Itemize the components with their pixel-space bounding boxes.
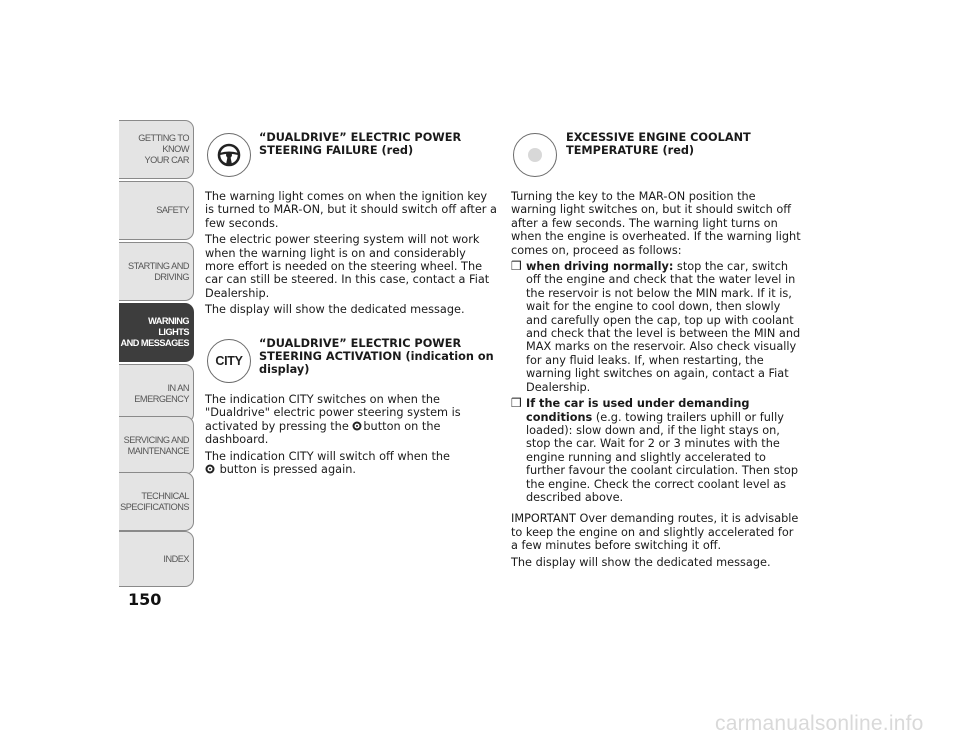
section-heading-coolant: EXCESSIVE ENGINE COOLANT TEMPERATURE (red): [566, 131, 751, 157]
tab-label: STARTING AND DRIVING: [127, 260, 189, 282]
bullet-text: (e.g. towing trailers uphill or fully loaded): slow down and, if the light stays on, stop the car. Wait for 2 or 3 minutes with the engine running and slightly accelerated to further favour the coolant circulation. Then stop the engine. Check the correct coolant level as described above.: [526, 410, 799, 504]
right-column: [511, 190, 801, 572]
text: The indication CITY will switch off when the: [205, 449, 451, 463]
tab-servicing[interactable]: [119, 416, 194, 475]
city-label: CITY: [215, 354, 243, 368]
tab-safety[interactable]: [119, 181, 194, 240]
paragraph: Turning the key to the MAR-ON position the warning light switches on, but it should switch off after a few seconds. The warning light turns on when the engine is overheated. If the warning light comes on, proceed as follows:: [511, 190, 801, 257]
paragraph: The display will show the dedicated message.: [205, 303, 465, 317]
steering-wheel-icon: [205, 464, 215, 474]
tab-warning-lights[interactable]: [119, 303, 194, 362]
bullet-text: stop the car, switch off the engine and check that the water level in the reservoir is not below the MIN mark. If it is, wait for the engine to cool down, then slowly and carefully open the cap, top up with coolant and check that the level is between the MIN and MAX marks on the reservoir. Also check visually for any fluid leaks. If, when restarting, the warning light switches on again, contact a Fiat Dealership.: [526, 260, 801, 394]
paragraph: The electric power steering system will not work when the warning light is on and considerably more effort is needed on the steering wheel. The car can still be steered. In this case, contact a Fiat Dealership.: [205, 233, 490, 300]
paragraph: The warning light comes on when the ignition key is turned to MAR-ON, but it should switch off after a few seconds.: [205, 190, 497, 230]
section-heading-steering-failure: “DUALDRIVE” ELECTRIC POWER STEERING FAILURE (red): [259, 131, 462, 157]
tab-emergency[interactable]: [119, 364, 194, 423]
steering-wheel-icon: [352, 421, 362, 431]
coolant-temperature-icon: [513, 133, 557, 177]
steering-wheel-icon: [207, 133, 251, 177]
paragraph: The display will show the dedicated message.: [511, 555, 771, 569]
tab-getting-to-know[interactable]: [119, 120, 194, 179]
watermark: carmanualsonline.info: [715, 712, 924, 735]
tab-index[interactable]: [119, 531, 194, 587]
tab-label: TECHNICAL SPECIFICATIONS: [120, 490, 189, 512]
tab-label: INDEX: [163, 553, 189, 564]
tab-label: WARNING LIGHTS AND MESSAGES: [120, 316, 189, 348]
text: The indication CITY switches on when the "Dualdrive" electric power steering system is activated by pressing the: [205, 393, 461, 433]
text: button on the dashboard.: [205, 419, 441, 447]
tab-technical-specs[interactable]: [119, 472, 194, 531]
section-heading-steering-activation: “DUALDRIVE” ELECTRIC POWER STEERING ACTIVATION (indication on display): [259, 337, 494, 376]
tab-starting-driving[interactable]: [119, 242, 194, 301]
left-column-section2: [205, 393, 497, 479]
tab-label: SAFETY: [156, 205, 189, 215]
bullet-bold: when driving normally:: [526, 260, 674, 274]
tab-label: SERVICING AND MAINTENANCE: [123, 434, 189, 456]
tab-label: GETTING TO KNOW YOUR CAR: [138, 133, 189, 165]
checkbox-bullet-icon: ❒: [511, 396, 522, 411]
paragraph: IMPORTANT Over demanding routes, it is advisable to keep the engine on and slightly accelerated for a few minutes before switching it off.: [511, 512, 799, 553]
city-indicator-icon: [207, 339, 251, 383]
paragraph: [205, 393, 497, 447]
left-column-section1: [205, 190, 497, 320]
bullet-bold: If the car is used under demanding conditions: [526, 397, 750, 424]
checkbox-bullet-icon: ❒: [511, 259, 522, 274]
text: button is pressed again.: [219, 463, 356, 477]
paragraph: [205, 450, 497, 477]
page-number: 150: [128, 590, 162, 609]
tab-label: IN AN EMERGENCY: [134, 382, 189, 404]
list-item: [511, 260, 801, 394]
list-item: [511, 397, 801, 504]
